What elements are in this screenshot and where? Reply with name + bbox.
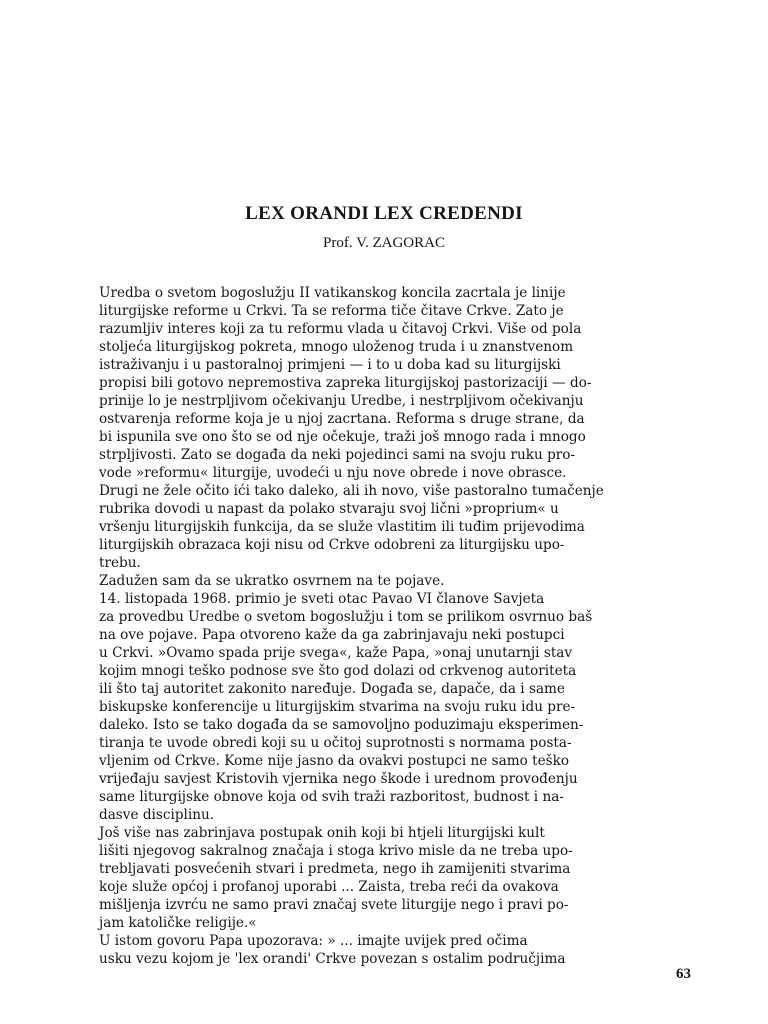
- text-line: daleko. Isto se tako događa da se samovoljno poduzimaju eksperimen-: [99, 717, 584, 733]
- text-line: prinije lo je nestrpljivom očekivanju Uredbe, i nestrpljivom očekivanju: [99, 393, 584, 409]
- text-line: trebu.: [99, 555, 141, 571]
- text-line: razumljiv interes koji za tu reformu vlada u čitavoj Crkvi. Više od pola: [99, 321, 582, 337]
- text-line: Još više nas zabrinjava postupak onih koji bi htjeli liturgijski kult: [99, 825, 545, 841]
- text-line: jam katoličke religije.«: [99, 915, 257, 931]
- text-line: same liturgijske obnove koja od svih traži razboritost, budnost i na-: [99, 789, 564, 805]
- text-line: koje služe općoj i profanoj uporabi ... Zaista, treba reći da ovakova: [99, 879, 559, 895]
- text-line: rubrika dovodi u napast da polako stvaraju svoj lični »proprium« u: [99, 501, 559, 517]
- text-line: U istom govoru Papa upozorava: » ... imajte uvijek pred očima: [99, 933, 528, 949]
- page-number: 63: [676, 966, 691, 982]
- text-line: Uredba o svetom bogoslužju II vatikanskog koncila zacrtala je linije: [99, 285, 566, 301]
- text-line: ili što taj autoritet zakonito naređuje. Događa se, dapače, da i same: [99, 681, 565, 697]
- text-line: mišljenja izvrću ne samo pravi značaj svete liturgije nego i pravi po-: [99, 897, 569, 913]
- text-line: 14. listopada 1968. primio je sveti otac Pavao VI članove Savjeta: [99, 591, 545, 607]
- text-line: liturgijske reforme u Crkvi. Ta se reforma tiče čitave Crkve. Zato je: [99, 303, 564, 319]
- text-line: vljenim od Crkve. Kome nije jasno da ovakvi postupci ne samo teško: [99, 753, 570, 769]
- article-title: LEX ORANDI LEX CREDENDI: [245, 203, 523, 224]
- text-line: u Crkvi. »Ovamo spada prije svega«, kaže Papa, »onaj unutarnji stav: [99, 645, 573, 661]
- text-line: vode »reformu« liturgije, uvodeći u nju nove obrede i nove obrasce.: [99, 465, 567, 481]
- text-line: strpljivosti. Zato se događa da neki pojedinci sami na svoju ruku pro-: [99, 447, 576, 463]
- text-line: vrijeđaju savjest Kristovih vjernika nego škode i urednom provođenju: [99, 771, 578, 787]
- text-line: stoljeća liturgijskog pokreta, mnogo uloženog truda i u znanstvenom: [99, 339, 574, 355]
- text-line: propisi bili gotovo nepremostiva zapreka liturgijskoj pastorizaciji — do-: [99, 375, 592, 391]
- text-line: ostvarenja reforme koja je u njoj zacrtana. Reforma s druge strane, da: [99, 411, 585, 427]
- text-line: lišiti njegovog sakralnog značaja i stoga krivo misle da ne treba upo-: [99, 843, 573, 859]
- text-line: vršenju liturgijskih funkcija, da se služe vlastitim ili tuđim prijevodima: [99, 519, 585, 535]
- text-line: na ove pojave. Papa otvoreno kaže da ga zabrinjavaju neki postupci: [99, 627, 565, 643]
- text-line: istraživanju i u pastoralnoj primjeni — i to u doba kad su liturgijski: [99, 357, 561, 373]
- text-line: trebljavati posvećenih stvari i predmeta, nego ih zamijeniti stvarima: [99, 861, 571, 877]
- text-line: usku vezu kojom je 'lex orandi' Crkve povezan s ostalim područjima: [99, 951, 566, 967]
- text-line: Drugi ne žele očito ići tako daleko, ali ih novo, više pastoralno tumačenje: [99, 483, 604, 499]
- text-line: Zadužen sam da se ukratko osvrnem na te pojave.: [99, 573, 445, 589]
- text-line: tiranja te uvode obredi koji su u očitoj suprotnosti s normama posta-: [99, 735, 572, 751]
- article-author: Prof. V. ZAGORAC: [323, 235, 445, 251]
- text-line: za provedbu Uredbe o svetom bogoslužju i tom se prilikom osvrnuo baš: [99, 609, 593, 625]
- text-line: kojim mnogi teško podnose sve što god dolazi od crkvenog autoriteta: [99, 663, 577, 679]
- text-line: dasve disciplinu.: [99, 807, 215, 823]
- article-body: [99, 284, 695, 968]
- text-line: bi ispunila sve ono što se od nje očekuje, traži još mnogo rada i mnogo: [99, 429, 586, 445]
- text-line: biskupske konferencije u liturgijskim stvarima na svoju ruku idu pre-: [99, 699, 576, 715]
- text-line: liturgijskih obrazaca koji nisu od Crkve odobreni za liturgijsku upo-: [99, 537, 565, 553]
